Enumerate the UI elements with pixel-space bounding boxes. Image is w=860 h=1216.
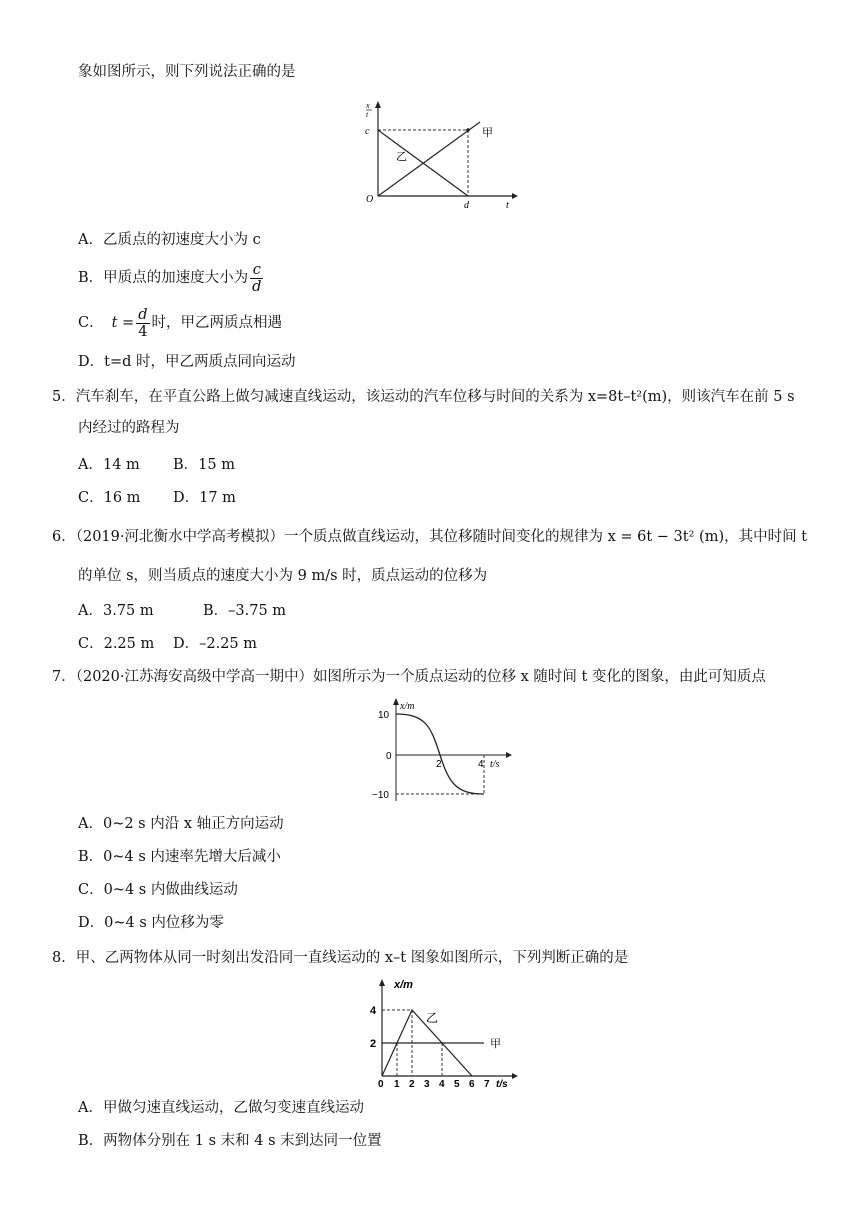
q5-stem-line2: 内经过的路程为 bbox=[78, 420, 180, 436]
q4-jia-label: 甲 bbox=[482, 126, 493, 139]
q4-option-c-fraction: $\frac{d}{4}$ bbox=[138, 306, 148, 340]
q5-stem-line1: 5．汽车刹车，在平直公路上做匀减速直线运动，该运动的汽车位移与时间的关系为 x=8t–t²(m)，则该汽车在前 5 s bbox=[52, 389, 795, 405]
q8-ytick-4: 4 bbox=[370, 1005, 377, 1017]
q5-option-d: D．17 m bbox=[173, 490, 236, 506]
q4-stem-tail: 象如图所示，则下列说法正确的是 bbox=[78, 64, 296, 80]
q8-ylabel: x/m bbox=[394, 979, 413, 991]
q5-option-b: B．15 m bbox=[173, 457, 235, 473]
q7-tick-2: 2 bbox=[436, 759, 442, 770]
q6-option-b: B．–3.75 m bbox=[203, 603, 287, 619]
q7-option-a: A．0~2 s 内沿 x 轴正方向运动 bbox=[78, 816, 284, 832]
q4-yi-label: 乙 bbox=[396, 150, 407, 163]
q6-option-d: D．–2.25 m bbox=[173, 636, 258, 652]
q8-xtick-5: 5 bbox=[454, 1079, 460, 1088]
q8-xlabel: t/s bbox=[496, 1079, 508, 1088]
q7-tick-4: 4 bbox=[478, 759, 484, 770]
q7-option-d: D．0~4 s 内位移为零 bbox=[78, 915, 224, 931]
q7-ylabel: x/m bbox=[400, 701, 415, 712]
q8-xtick-2: 2 bbox=[409, 1079, 415, 1088]
q8-figure bbox=[364, 976, 524, 1088]
q8-option-b: B．两物体分别在 1 s 末和 4 s 末到达同一位置 bbox=[78, 1133, 382, 1149]
q8-xtick-6: 6 bbox=[469, 1079, 475, 1088]
q8-option-a: A．甲做匀速直线运动，乙做匀变速直线运动 bbox=[78, 1100, 364, 1116]
q4-origin-label: O bbox=[366, 194, 374, 205]
q7-xlabel: t/s bbox=[490, 759, 500, 770]
q7-tick-0: 0 bbox=[386, 751, 392, 762]
q4-t-label: t bbox=[506, 200, 509, 211]
q8-yi-label: 乙 bbox=[426, 1011, 439, 1025]
q8-jia-label: 甲 bbox=[490, 1037, 501, 1050]
q8-ytick-2: 2 bbox=[370, 1038, 377, 1050]
q4-option-b-fraction: $\frac{c}{d}$ bbox=[252, 261, 262, 295]
q7-stem: 7．（2020·江苏海安高级中学高一期中）如图所示为一个质点运动的位移 x 随时间 t 变化的图象，由此可知质点 bbox=[52, 669, 766, 685]
q4-option-a: A．乙质点的初速度大小为 c bbox=[78, 232, 261, 248]
q8-stem: 8．甲、乙两物体从同一时刻出发沿同一直线运动的 x–t 图象如图所示，下列判断正确的是 bbox=[52, 950, 629, 966]
q4-option-d: D．t=d 时，甲乙两质点同向运动 bbox=[78, 354, 296, 370]
q4-figure bbox=[360, 98, 520, 212]
q6-option-a: A．3.75 m bbox=[78, 603, 154, 619]
q7-figure bbox=[366, 697, 516, 805]
q4-option-b-prefix: B．甲质点的加速度大小为 bbox=[78, 270, 249, 286]
q4-c-label: c bbox=[365, 126, 370, 137]
q7-curve bbox=[396, 714, 484, 794]
q5-option-c: C．16 m bbox=[78, 490, 141, 506]
q6-stem-line1: 6．（2019·河北衡水中学高考模拟）一个质点做直线运动，其位移随时间变化的规律为 x = 6t − 3t² (m)，其中时间 t bbox=[52, 529, 808, 545]
q8-xtick-0: 0 bbox=[378, 1079, 384, 1088]
q8-xtick-3: 3 bbox=[424, 1079, 430, 1088]
q5-option-a: A．14 m bbox=[78, 457, 140, 473]
q4-ylabel-den: t bbox=[366, 110, 369, 119]
q4-ylabel-num: x bbox=[366, 101, 370, 110]
q8-xtick-4: 4 bbox=[439, 1079, 445, 1088]
q7-option-b: B．0~4 s 内速率先增大后减小 bbox=[78, 849, 281, 865]
q4-option-b bbox=[78, 258, 265, 298]
q6-option-c: C．2.25 m bbox=[78, 636, 155, 652]
q6-stem-line2: 的单位 s，则当质点的速度大小为 9 m/s 时，质点运动的位移为 bbox=[78, 568, 488, 584]
q7-tick-m10: −10 bbox=[372, 790, 389, 801]
q4-option-c: C． t = $\frac{d}{4}$ 时，甲乙两质点相遇 bbox=[78, 306, 282, 340]
q8-xtick-1: 1 bbox=[394, 1079, 400, 1088]
q8-xtick-7: 7 bbox=[484, 1079, 490, 1088]
q7-option-c: C．0~4 s 内做曲线运动 bbox=[78, 882, 238, 898]
q4-d-label: d bbox=[464, 200, 469, 211]
q7-tick-10: 10 bbox=[378, 710, 390, 721]
q4-line-jia bbox=[378, 122, 480, 196]
